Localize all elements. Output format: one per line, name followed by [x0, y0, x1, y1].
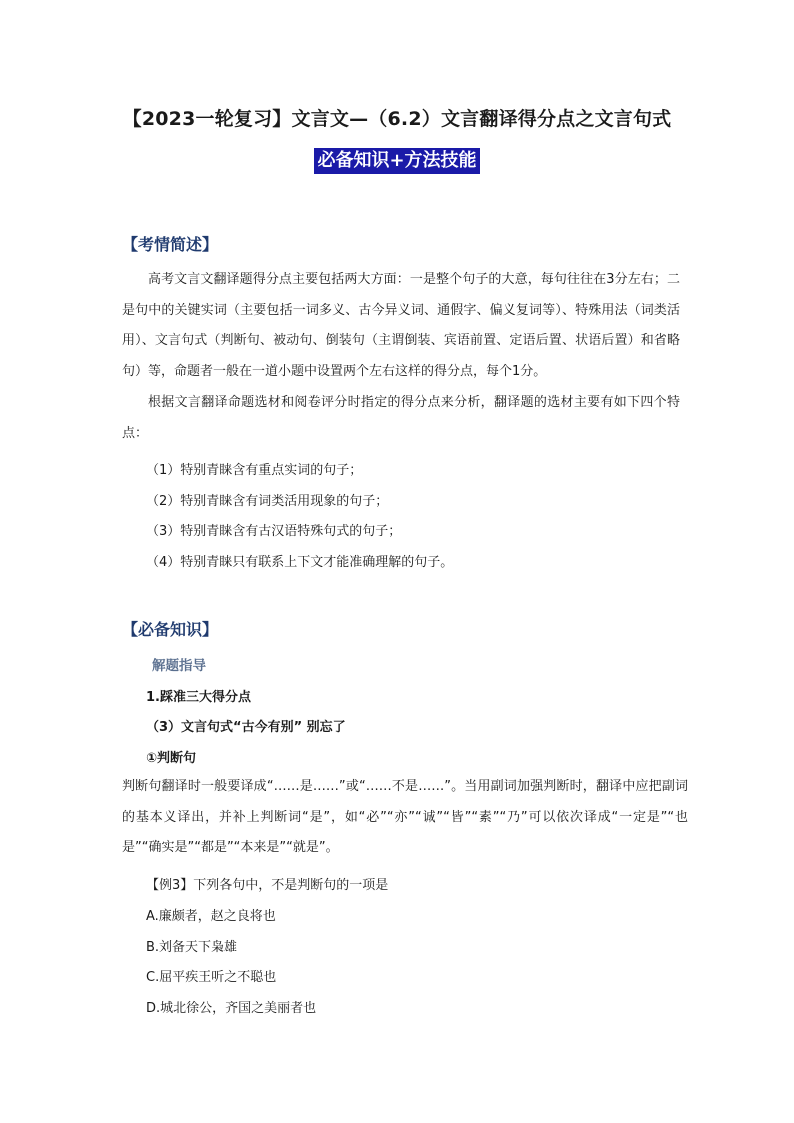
option-d: D.城北徐公，齐国之美丽者也: [146, 1001, 317, 1016]
sub-heading-judgment-sentence: ①判断句: [146, 751, 197, 766]
section-heading-knowledge: 【必备知识】: [122, 620, 219, 639]
page-title: 【2023一轮复习】文言文—（6.2）文言翻译得分点之文言句式: [122, 108, 672, 130]
overview-paragraph-2: 根据文言翻译命题选材和阅卷评分时指定的得分点来分析，翻译题的选材主要有如下四个特点：: [122, 395, 680, 441]
example-question: 【例3】下列各句中，不是判断句的一项是: [146, 878, 389, 893]
option-c: C.屈平疾王听之不聪也: [146, 970, 277, 985]
feature-item-3: （3）特别青睐含有古汉语特殊句式的句子；: [146, 524, 402, 539]
section-heading-overview: 【考情简述】: [122, 235, 219, 254]
feature-item-1: （1）特别青睐含有重点实词的句子；: [146, 463, 363, 478]
subtitle-highlight: 必备知识+方法技能: [314, 148, 479, 174]
option-a: A.廉颇者，赵之良将也: [146, 909, 276, 924]
option-b: B.刘备天下枭雄: [146, 940, 238, 955]
point-heading-3: （3）文言句式“古今有别” 别忘了: [146, 720, 346, 735]
feature-item-2: （2）特别青睐含有词类活用现象的句子；: [146, 494, 389, 509]
judgment-paragraph: 判断句翻译时一般要译成“……是……”或“……不是……”。当用副词加强判断时，翻译中应把副词的基本义译出，并补上判断词“是”，如“必”“亦”“诚”“皆”“素”“乃”可以依次译成“一定是”“也是”“确实是”“都是”“本来是”“就是”。: [122, 779, 688, 855]
guide-subheading: 解题指导: [152, 658, 206, 674]
overview-paragraph-1: 高考文言文翻译题得分点主要包括两大方面：一是整个句子的大意，每句往往在3分左右；二是句中的关键实词（主要包括一词多义、古今异义词、通假字、偏义复词等）、特殊用法（词类活用）、文言句式（判断句、被动句、倒装句（主谓倒装、宾语前置、定语后置、状语后置）和省略句）等，命题者一般在一道小题中设置两个左右这样的得分点，每个1分。: [122, 272, 680, 379]
subtitle-wrapper: [0, 148, 794, 174]
point-heading-1: 1.踩准三大得分点: [146, 690, 251, 705]
feature-item-4: （4）特别青睐只有联系上下文才能准确理解的句子。: [146, 555, 454, 570]
